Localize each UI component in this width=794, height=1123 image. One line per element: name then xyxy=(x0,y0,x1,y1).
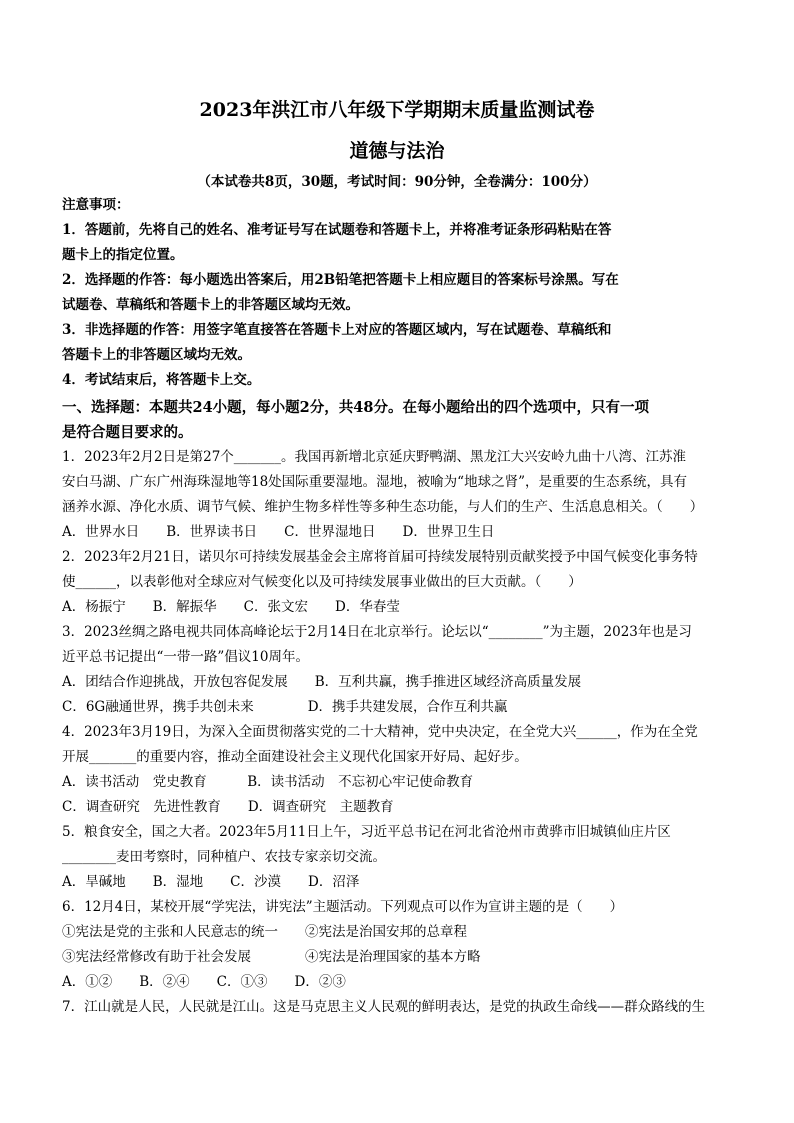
option-line: C．6G融通世界，携手共创未来 D．携手共建发展，合作互利共赢 xyxy=(62,699,508,715)
question-line: 1．2023年2月2日是第27个_______。我国再新增北京延庆野鸭湖、黑龙江大兴安岭九曲十八湾、江苏淮 xyxy=(62,449,687,465)
section-heading: 是符合题目要求的。 xyxy=(62,424,193,441)
option-line: C．调查研究 先进性教育 D．调查研究 主题教育 xyxy=(62,799,394,815)
note-line: 试题卷、草稿纸和答题卡上的非答题区域均无效。 xyxy=(62,297,359,313)
option-line: A．团结合作迎挑战，开放包容促发展 B．互利共赢，携手推进区域经济高质量发展 xyxy=(62,674,582,690)
question-line: 6．12月4日，某校开展“学宪法，讲宪法”主题活动。下列观点可以作为宣讲主题的是（ ） xyxy=(62,899,624,915)
note-line: 题卡上的指定位置。 xyxy=(62,247,184,263)
note-line: 3．非选择题的作答：用签字笔直接答在答题卡上对应的答题区域内，写在试题卷、草稿纸和 xyxy=(62,322,612,338)
question-line: 3．2023丝绸之路电视共同体高峰论坛于2月14日在北京举行。论坛以“________”为主题，2023年也是习 xyxy=(62,624,692,640)
option-line: A．①② B．②④ C．①③ D．②③ xyxy=(62,974,346,990)
exam-title: 2023年洪江市八年级下学期期末质量监测试卷 xyxy=(199,99,595,121)
exam-info: （本试卷共8页，30题，考试时间：90分钟，全卷满分：100分） xyxy=(197,174,597,190)
question-line: 5．粮食安全，国之大者。2023年5月11日上午，习近平总书记在河北省沧州市黄骅市旧城镇仙庄片区 xyxy=(62,824,671,840)
note-line: 2．选择题的作答：每小题选出答案后，用2B铅笔把答题卡上相应题目的答案标号涂黑。写在 xyxy=(62,272,619,288)
question-line: 2．2023年2月21日，诺贝尔可持续发展基金会主席将首届可持续发展特别贡献奖授予中国气候变化事务特 xyxy=(62,549,698,565)
question-line: 安白马湖、广东广州海珠湿地等18处国际重要湿地。湿地，被喻为“地球之肾”，是重要的生态系统，具有 xyxy=(62,474,687,490)
question-line: 开展_______的重要内容，推动全面建设社会主义现代化国家开好局、起好步。 xyxy=(62,749,528,765)
note-line: 4．考试结束后，将答题卡上交。 xyxy=(62,372,261,388)
option-line: A．世界水日 B．世界读书日 C．世界湿地日 D．世界卫生日 xyxy=(62,524,495,540)
section-heading: 一、选择题：本题共24小题，每小题2分，共48分。在每小题给出的四个选项中，只有一项 xyxy=(62,399,649,416)
option-line: A．读书活动 党史教育 B．读书活动 不忘初心牢记使命教育 xyxy=(62,774,474,790)
note-line: 答题卡上的非答题区域均无效。 xyxy=(62,347,251,363)
option-line: A．杨振宁 B．解振华 C．张文宏 D．华春莹 xyxy=(62,599,400,615)
note-line: 1．答题前，先将自己的姓名、准考证号写在试题卷和答题卡上，并将准考证条形码粘贴在答 xyxy=(62,222,612,238)
option-line: A．旱碱地 B．湿地 C．沙漠 D．沼泽 xyxy=(62,874,360,890)
question-line: ________麦田考察时，同种植户、农技专家亲切交流。 xyxy=(62,849,386,865)
statement-line: ③宪法经常修改有助于社会发展 ④宪法是治理国家的基本方略 xyxy=(62,949,481,965)
question-line: 4．2023年3月19日，为深入全面贯彻落实党的二十大精神，党中央决定，在全党大兴______，作为在全党 xyxy=(62,724,698,740)
question-line: 近平总书记提出“一带一路”倡议10周年。 xyxy=(62,649,309,665)
notes-heading: 注意事项： xyxy=(62,197,130,213)
question-line: 7．江山就是人民，人民就是江山。这是马克思主义人民观的鲜明表达，是党的执政生命线——群众路线的生 xyxy=(62,999,706,1015)
question-line: 涵养水源、净化水质、调节气候、维护生物多样性等多种生态功能，与人们的生产、生活息息相关。（ ） xyxy=(62,499,704,515)
question-line: 使______，以表彰他对全球应对气候变化以及可持续发展事业做出的巨大贡献。（ ） xyxy=(62,574,582,590)
subject-title: 道德与法治 xyxy=(349,140,445,162)
statement-line: ①宪法是党的主张和人民意志的统一 ②宪法是治国安邦的总章程 xyxy=(62,924,467,940)
